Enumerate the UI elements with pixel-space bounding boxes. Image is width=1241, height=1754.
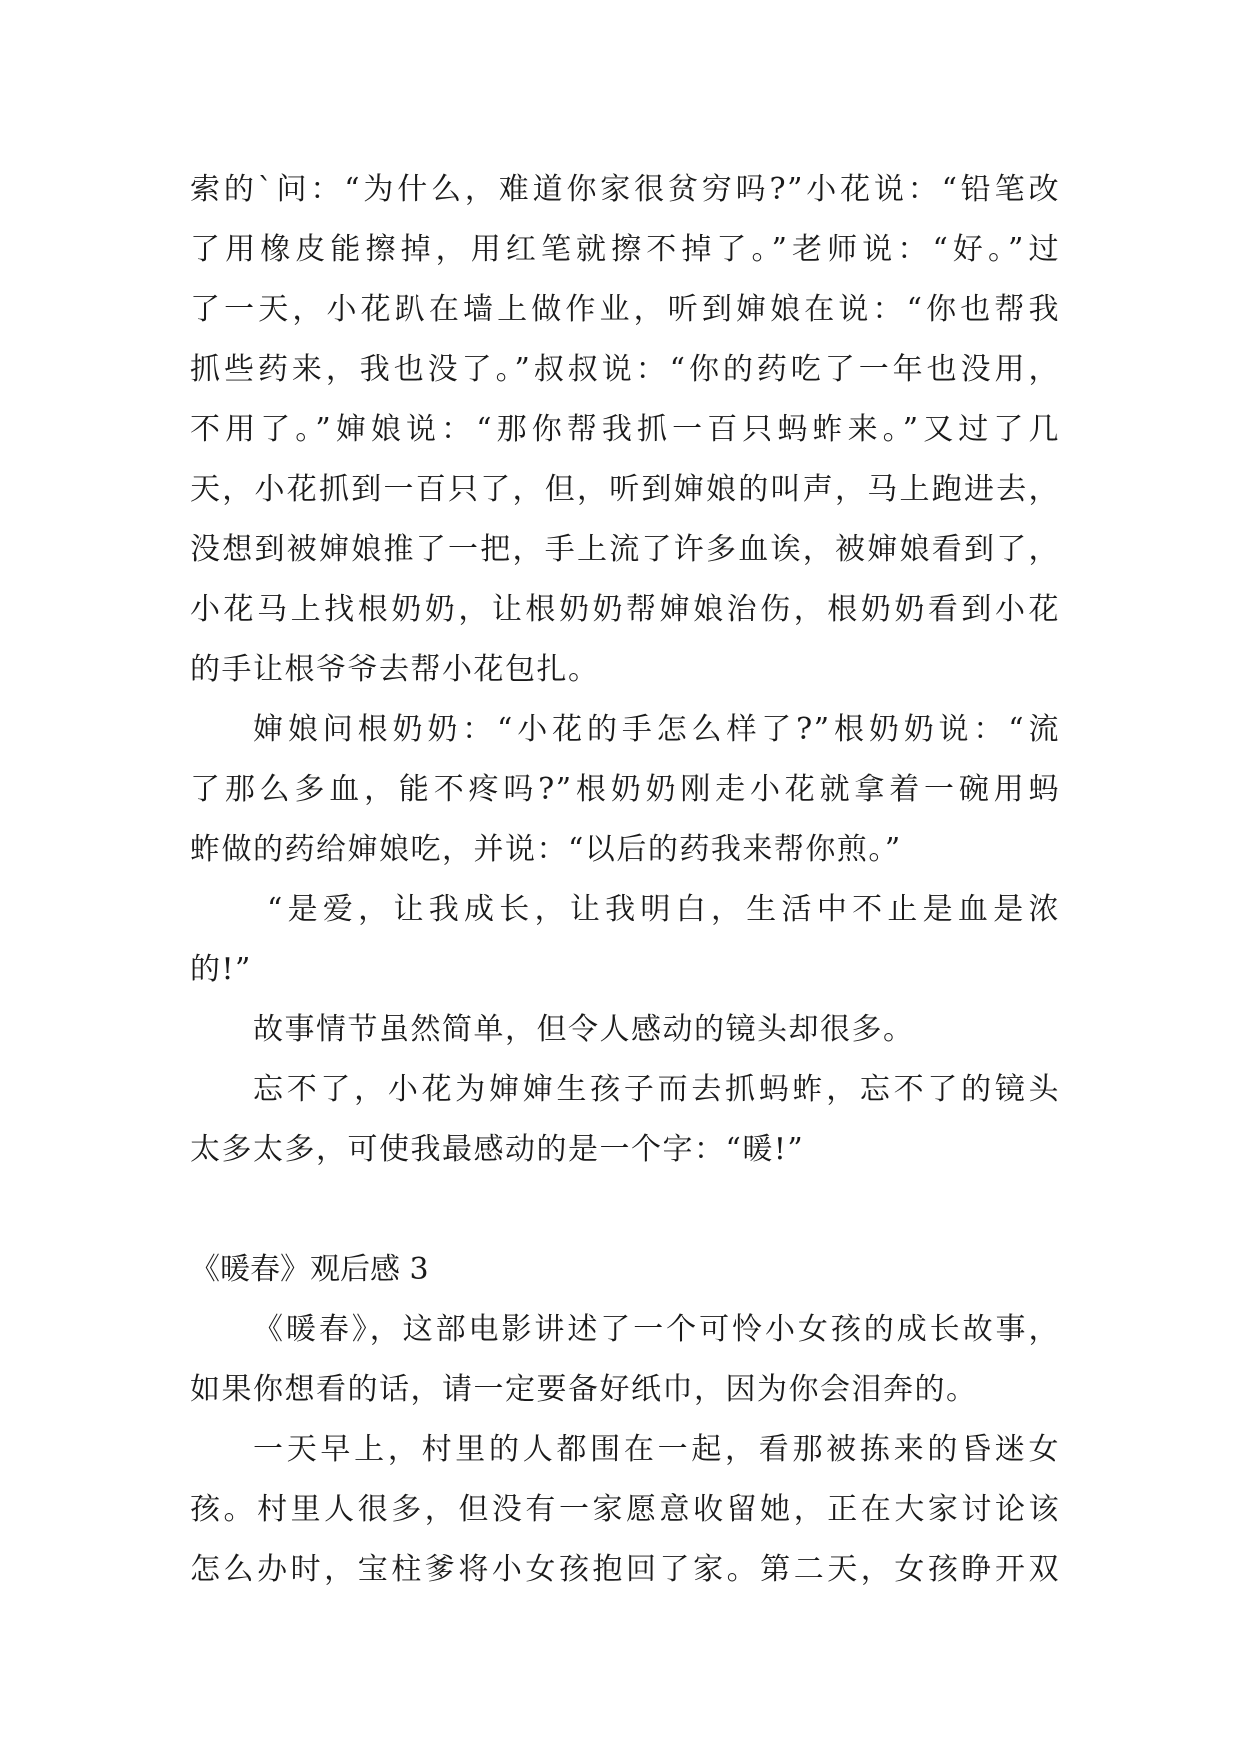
paragraph-6 bbox=[190, 1300, 1060, 1420]
text-line: 了一天，小花趴在墙上做作业，听到婶娘在说：“你也帮我 bbox=[190, 292, 1060, 327]
text-line: 婶娘问根奶奶：“小花的手怎么样了?”根奶奶说：“流 bbox=[253, 712, 1060, 747]
text-line: 如果你想看的话，请一定要备好纸巾，因为你会泪奔的。 bbox=[190, 1372, 978, 1407]
text-line: 故事情节虽然简单，但令人感动的镜头却很多。 bbox=[253, 1012, 915, 1047]
text-line: 《暖春》，这部电影讲述了一个可怜小女孩的成长故事， bbox=[253, 1312, 1060, 1347]
paragraph-5 bbox=[190, 1060, 1060, 1180]
section-heading: 《暖春》观后感 3 bbox=[190, 1252, 429, 1287]
text-line: 没想到被婶娘推了一把，手上流了许多血诶，被婶娘看到了， bbox=[190, 532, 1060, 567]
paragraph-1 bbox=[190, 160, 1060, 700]
text-line: 的手让根爷爷去帮小花包扎。 bbox=[190, 652, 600, 687]
text-line: “是爱，让我成长，让我明白，生活中不止是血是浓 bbox=[267, 892, 1060, 927]
paragraph-2 bbox=[190, 700, 1060, 880]
text-line: 一天早上，村里的人都围在一起，看那被拣来的昏迷女 bbox=[253, 1432, 1060, 1467]
text-line: 天，小花抓到一百只了，但，听到婶娘的叫声，马上跑进去， bbox=[190, 472, 1060, 507]
text-line: 怎么办时，宝柱爹将小女孩抱回了家。第二天，女孩睁开双 bbox=[190, 1552, 1060, 1587]
text-line: 孩。村里人很多，但没有一家愿意收留她，正在大家讨论该 bbox=[190, 1492, 1060, 1527]
text-line: 抓些药来，我也没了。”叔叔说：“你的药吃了一年也没用， bbox=[190, 352, 1060, 387]
paragraph-4 bbox=[190, 1000, 1060, 1060]
text-line: 了用橡皮能擦掉，用红笔就擦不掉了。”老师说：“好。”过 bbox=[190, 232, 1060, 267]
text-line: 太多太多，可使我最感动的是一个字：“暖!” bbox=[190, 1132, 805, 1167]
text-line: 小花马上找根奶奶，让根奶奶帮婶娘治伤，根奶奶看到小花 bbox=[190, 592, 1060, 627]
paragraph-3 bbox=[190, 880, 1060, 1000]
text-line: 蚱做的药给婶娘吃，并说：“以后的药我来帮你煎。” bbox=[190, 832, 902, 867]
text-line: 索的`问：“为什么，难道你家很贫穷吗?”小花说：“铅笔改 bbox=[190, 172, 1060, 207]
text-line: 了那么多血，能不疼吗?”根奶奶刚走小花就拿着一碗用蚂 bbox=[190, 772, 1060, 807]
document-page bbox=[190, 160, 1060, 1600]
section-gap bbox=[190, 1180, 1060, 1240]
text-line: 忘不了，小花为婶婶生孩子而去抓蚂蚱，忘不了的镜头 bbox=[253, 1072, 1060, 1107]
text-line: 的!” bbox=[190, 952, 252, 987]
text-line: 不用了。”婶娘说：“那你帮我抓一百只蚂蚱来。”又过了几 bbox=[190, 412, 1060, 447]
paragraph-7 bbox=[190, 1420, 1060, 1600]
